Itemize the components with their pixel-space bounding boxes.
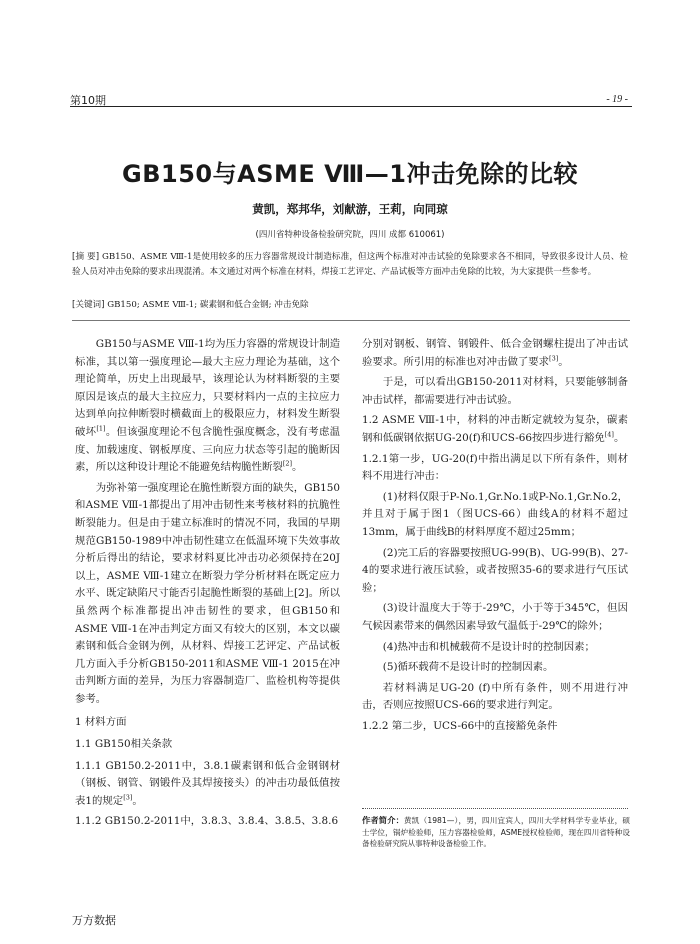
footnote-rule: [362, 808, 628, 809]
condition-item: (3)设计温度大于等于-29℃，小于等于345℃，但因气候因素带来的偶然因素导致气温低于-29℃的除外；: [362, 602, 628, 632]
abstract-rule: [72, 320, 630, 321]
author-intro-text: 黄凯（1981—），男，四川宜宾人，四川大学材料学专业毕业，硕士学位，锅炉检验师，压力容器检验师，ASME授权检验师，现在四川省特种设备检验研究院从事特种设备检验工作。: [362, 816, 630, 848]
journal-issue: 第10期: [70, 94, 106, 107]
paragraph: 于是，可以看出GB150-2011对材料，只要能够制备冲击试样，都需要进行冲击试验。: [362, 376, 628, 406]
abstract-text: GB150、ASME Ⅷ-1是使用较多的压力容器常规设计制造标准，但这两个标准对冲击试验的免除要求各不相同，导致很多设计人员、检验人员对冲击免除的要求出现混淆。本文通过对两个标准在材料，焊接工艺评定、产品试板等方面冲击免除的比较，为大家提供一些参考。: [72, 252, 629, 277]
condition-item: (4)热冲击和机械载荷不是设计时的控制因素；: [382, 640, 595, 653]
paragraph: 1.2.1第一步，UG-20(f)中指出满足以下所有条件，则材料不用进行冲击：: [362, 452, 628, 483]
page-number: - 19 -: [606, 94, 628, 105]
source-watermark: 万方数据: [72, 914, 116, 927]
author-intro: [362, 815, 630, 850]
body-column-right: [362, 336, 628, 738]
article-authors: 黄凯，郑邦华，刘献游，王莉，向同琼: [252, 202, 448, 216]
keywords-label: [关键词]: [72, 300, 105, 310]
paragraph: 1.2 ASME Ⅷ-1中，材料的冲击断定就较为复杂，碳素钢和低碳钢依据UG-20(f)和UCS-66按四步进行豁免[4]。: [362, 414, 628, 444]
author-intro-label: 作者简介：: [362, 815, 404, 825]
section-heading: 1 材料方面: [75, 716, 127, 729]
condition-item: (1)材料仅限于P-No.1,Gr.No.1或P-No.1,Gr.No.2，并且对于属于图1（图UCS-66）曲线A的材料不超过13mm，属于曲线B的材料厚度不超过25mm；: [362, 490, 628, 538]
paragraph: 分别对钢板、钢管、钢锻件、低合金钢螺柱提出了冲击试验要求。所引用的标准也对冲击做了要求[3]。: [362, 338, 628, 368]
paragraph: 1.2.2 第二步，UCS-66中的直接豁免条件: [362, 719, 558, 732]
keywords-text: GB150; ASME Ⅷ-1; 碳素钢和低合金钢; 冲击免除: [104, 300, 309, 310]
paragraph: 若材料满足UG-20 (f)中所有条件，则不用进行冲击，否则应按照UCS-66的要求进行判定。: [362, 681, 628, 712]
body-column-left: [75, 336, 340, 834]
paragraph: 为弥补第一强度理论在脆性断裂方面的缺失，GB150和ASME Ⅷ-1都提出了用冲击韧性来考核材料的抗脆性断裂能力。但是由于建立标准时的情况不同，我国的早期规范GB150-1989中冲击韧性建立在低温环境下失效事故分析后得出的结论，要求材料夏比冲击功必须保持在20J以上，ASME Ⅷ-1建立在断裂力学分析材料在既定应力水平、既定缺陷尺寸能否引起脆性断裂的基础上[2]。所以虽然两个标准都提出冲击韧性的要求，但GB150和ASME Ⅷ-1在冲击判定方面又有较大的区别，本文以碳素钢和低合金钢为例，从材料、焊接工艺评定、产品试板几方面入手分析GB150-2011和ASME Ⅷ-1 2015在冲击判断方面的差异，为压力容器制造厂、监检机构等提供参考。: [75, 481, 340, 705]
paragraph: 1.1.2 GB150.2-2011中，3.8.3、3.8.4、3.8.5、3.8.6: [75, 815, 339, 828]
paragraph: 1.1.1 GB150.2-2011中，3.8.1碳素钢和低合金钢钢材（钢板、钢管、钢锻件及其焊接接头）的冲击功最低值按表1的规定[3]。: [75, 759, 340, 807]
article-affiliation: (四川省特种设备检验研究院，四川 成都 610061): [255, 230, 445, 240]
abstract-label: [摘 要]: [72, 252, 100, 262]
keywords: [72, 298, 628, 312]
subsection-heading: 1.1 GB150相关条款: [75, 738, 173, 751]
header-rule: [70, 106, 632, 107]
abstract: [72, 250, 628, 280]
condition-item: (2)完工后的容器要按照UG-99(B)、UG-99(B)、27-4的要求进行液压试验，或者按照35-6的要求进行气压试验；: [362, 546, 628, 594]
article-title: GB150与ASME Ⅷ—1冲击免除的比较: [122, 160, 578, 188]
paragraph: GB150与ASME Ⅷ-1均为压力容器的常规设计制造标准，其以第一强度理论—最大主应力理论为基础，这个理论简单，历史上出现最早，该理论认为材料断裂的主要原因是该点的最大主拉应力，只要材料内一点的主拉应力达到单向拉伸断裂时横截面上的极限应力，材料发生断裂破坏[1]。但该强度理论不包含脆性强度概念，没有考虑温度、加载速度、钢板厚度、三向应力状态等引起的脆断因素，所以这种设计理论不能避免结构脆性断裂[2]。: [75, 338, 341, 474]
condition-item: (5)循环载荷不是设计时的控制因素。: [382, 661, 554, 674]
